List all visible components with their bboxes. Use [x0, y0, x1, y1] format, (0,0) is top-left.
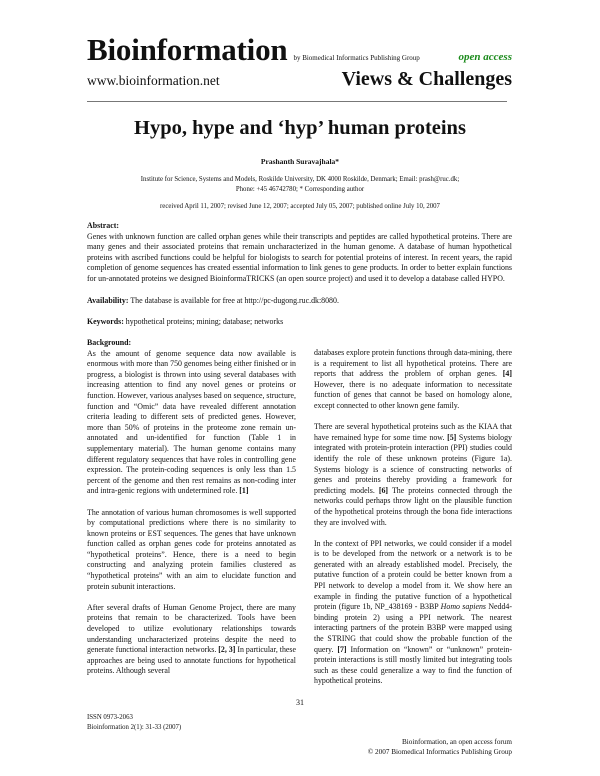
forum-label: Bioinformation, an open access forum	[402, 738, 512, 746]
paragraph-text: There are several hypothetical proteins such as the KIAA that have remained hype for some time now.	[314, 422, 512, 442]
reference: [5]	[447, 432, 457, 442]
species-name: Homo sapiens	[440, 602, 486, 612]
affiliation-line: Institute for Science, Systems and Models, Roskilde University, DK 4000 Roskilde, Denmark; Email: prash@ruc.dk;	[140, 176, 460, 183]
citation: Bioinformation 2(1): 31-33 (2007)	[87, 723, 182, 731]
left-column	[87, 338, 296, 688]
footer-right	[368, 737, 512, 757]
abstract	[87, 221, 512, 285]
paragraph-text: databases explore protein functions through data-mining, there is a requirement to list all hypothetical proteins. There are reports that address the problem of orphan genes.	[314, 348, 512, 379]
paragraph-text: As the amount of genome sequence data now available is enormous with more than 750 genomes being either finished or in progress, a biologist is thrown into using several databases with increasing attention to find any novel genes or proteins or function. However, various analyses based on sequence, structure, function and “Omic” data have revealed different annotation criteria leading to different sets of predicted genes. However, more than 50% of proteins in the proteome zone remain un-annotated and un-identified for function (Table 1 in supplementary material). The human genome contains many different regulatory sequences that have roles in controlling gene expression. The protein-coding sequences is only less than 1.5 percent of the genome and then rest remains as non-coding inter and intra-genic regions with undetermined role.	[87, 348, 296, 496]
paragraph-text: After several drafts of Human Genome Project, there are many proteins that remain to be characterized. Tools have been developed to utilize evolutionary relationships towards understanding uncharacterized proteins despite the need to generate functional interaction networks.	[87, 602, 296, 655]
affiliation	[100, 175, 500, 194]
paragraph-text: Nedd4-binding protein 2) using a PPI network. The nearest interacting partners of the protein B3BP were mapped using the STRING that could show the probable function of the query.	[314, 602, 512, 654]
paragraph-text: In particular, these approaches are being used to annotate functions for hypothetical proteins. Although several	[87, 645, 297, 676]
paragraph: The annotation of various human chromosomes is well supported by computational predictions where there is no similarity to known proteins or EST sequences. The genes that have unknown function called as orphan genes code for proteins annotated as “hypothetical proteins”. Hence, there is a need to begin constructing and analyzing protein families clustered as “hypothetical proteins” with an aim to elucidate function and protein subunit interactions.	[87, 507, 296, 591]
open-access-label: open access	[458, 51, 512, 63]
paragraph-text: However, there is no adequate information to necessitate function of genes that cannot be based on homology alone, except connected to other known gene family.	[314, 379, 512, 410]
paragraph-text: Information on “known” or “unknown” protein-protein interactions is still mostly limited but integrating tools such as these could generalize a way to find the function of hypothetical proteins.	[314, 644, 512, 686]
reference: [1]	[239, 486, 249, 496]
journal-name: Bioinformation	[87, 32, 288, 67]
issn: ISSN 0973-2063	[87, 714, 133, 721]
paragraph	[314, 348, 512, 412]
page-number: 31	[296, 698, 304, 707]
masthead-subrow	[87, 68, 512, 91]
journal-url[interactable]: www.bioinformation.net	[87, 73, 220, 88]
keywords	[87, 317, 512, 328]
availability-text: The database is available for free at http://pc-dugong.ruc.dk:8080.	[128, 295, 339, 305]
keywords-text: hypothetical proteins; mining; database; networks	[123, 317, 284, 327]
publisher: by Biomedical Informatics Publishing Group	[293, 54, 420, 62]
section-label: Views & Challenges	[341, 68, 512, 90]
header-divider	[87, 101, 507, 102]
front-matter	[87, 221, 512, 339]
copyright: © 2007 Biomedical Informatics Publishing Group	[367, 748, 512, 756]
masthead	[87, 34, 512, 66]
paragraph	[314, 539, 512, 687]
background-heading: Background:	[87, 338, 132, 347]
paragraph-text: The proteins connected through the networks could perhaps throw light on the plausible function of the hypothetical proteins through the bona fide interactions they are involved with.	[314, 485, 513, 527]
availability-label: Availability:	[87, 295, 129, 305]
footer-left	[87, 713, 181, 733]
abstract-heading: Abstract:	[87, 221, 119, 230]
paragraph	[87, 349, 296, 497]
paragraph-text: In the context of PPI networks, we could consider if a model is to be developed from the network or a network is to be generated with an already established model. Precisely, the putative function of a protein could be better known from a PPI network to develop a model from it. We show here an example in finding the putative function of a hypothetical protein (figure 1b, NP_438169 - B3BP	[314, 538, 512, 612]
paragraph	[87, 603, 296, 677]
right-column	[314, 348, 512, 698]
abstract-text: Genes with unknown function are called orphan genes while their transcripts and peptides are called hypothetical proteins. There are many genes and their associated proteins that remain uncharacterized in the human genome. A database of human hypothetical proteins with ascribed functions could be helpful for biologists to search for potential proteins of interest. In recent years, the rapid completion of genome sequences has created essential information to link genes to gene products. In order to better explain functions for un-annotated proteins we designed BioinformaTRICKS (an open source project) and used it to develop a database called HYPO.	[87, 231, 512, 283]
reference: [2, 3]	[218, 645, 236, 655]
contact-line: Phone: +45 46742780; * Corresponding author	[235, 185, 365, 193]
availability	[87, 296, 512, 307]
reference: [6]	[378, 485, 389, 495]
article-title: Hypo, hype and ‘hyp’ human proteins	[134, 117, 466, 139]
author: Prashanth Suravajhala*	[260, 157, 340, 166]
reference: [4]	[502, 369, 512, 379]
article-dates: received April 11, 2007; revised June 12, 2007; accepted July 05, 2007; published online July 10, 2007	[160, 203, 440, 210]
paragraph	[314, 422, 512, 528]
paragraph-text: Systems biology integrated with protein-protein interaction (PPI) studies could identify the role of these unknown proteins (Figure 1a). Systems biology is a science of constructing networks of genes and proteins thereby providing a framework for predicting models.	[314, 432, 512, 495]
keywords-label: Keywords:	[87, 317, 124, 327]
reference: [7]	[337, 644, 347, 654]
